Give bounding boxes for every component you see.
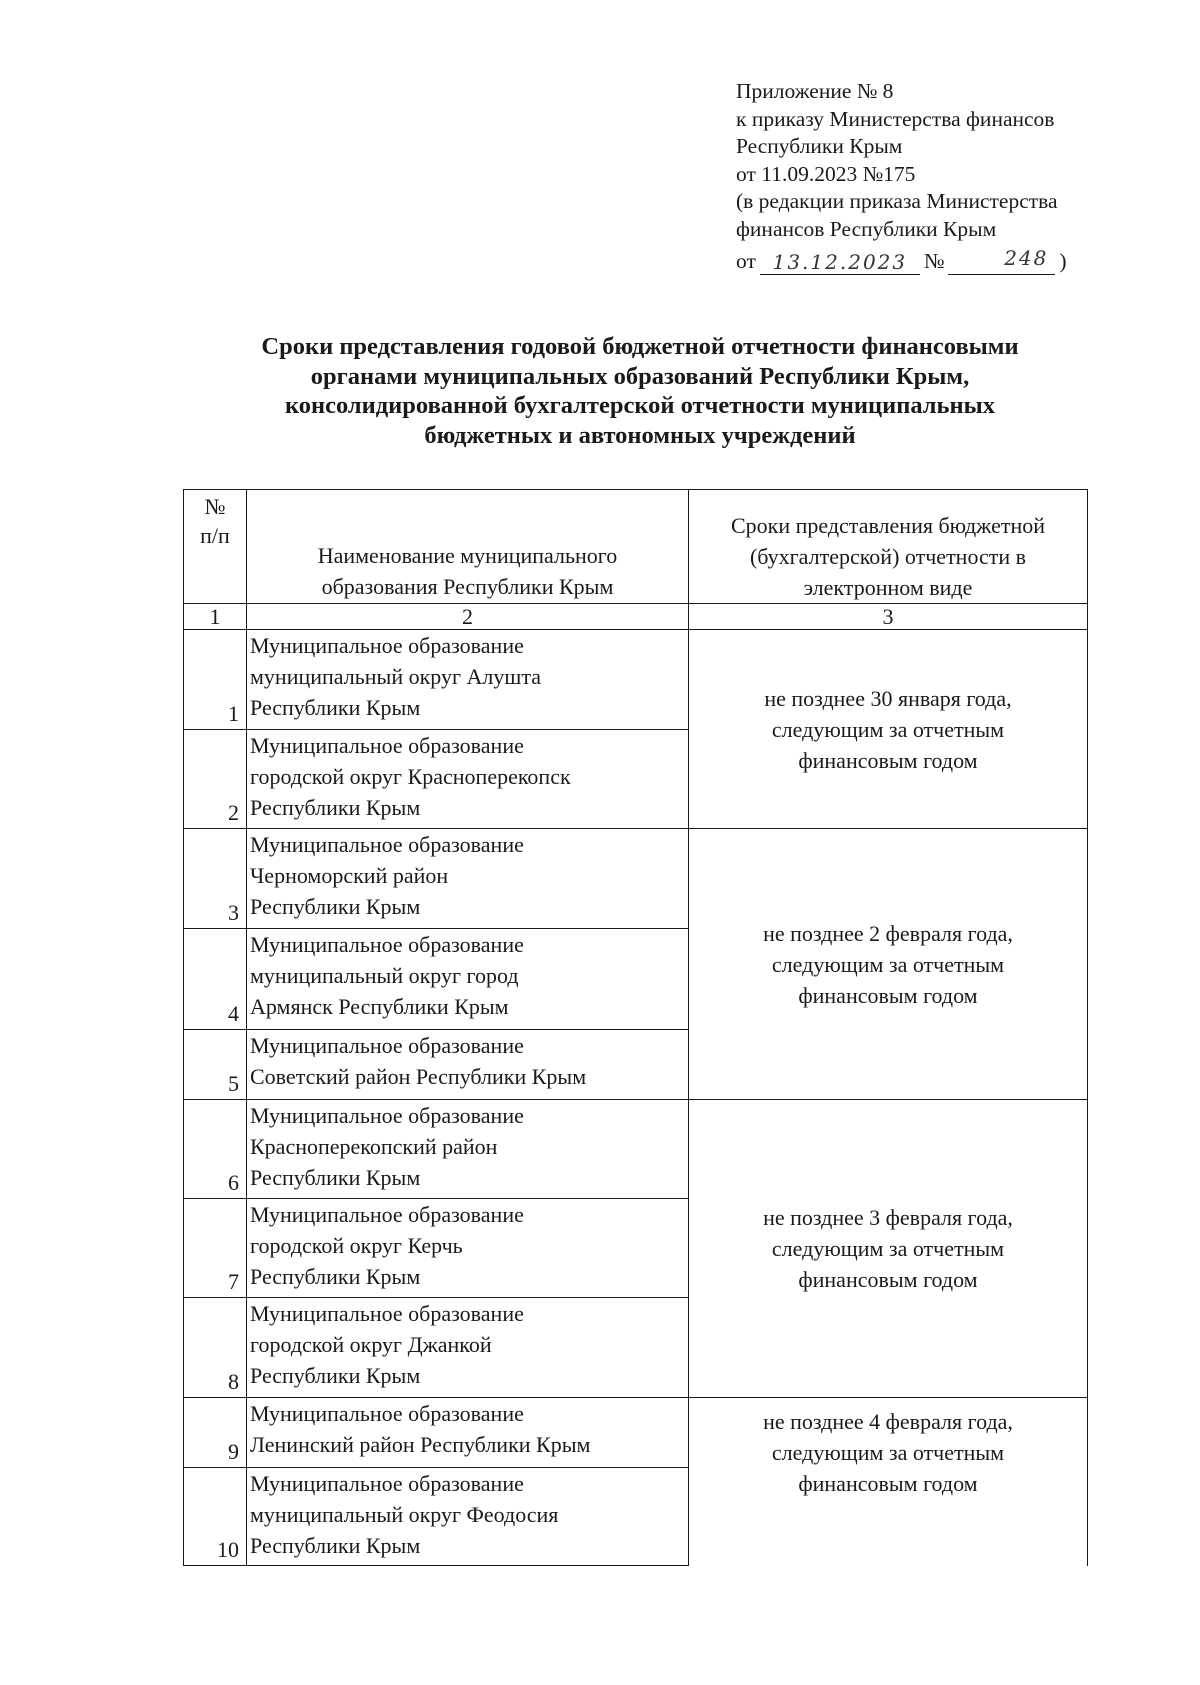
name-line: Муниципальное образование [250, 932, 524, 957]
name-line: Республики Крым [250, 1165, 421, 1190]
name-line: Муниципальное образование [250, 733, 524, 758]
deadline-line: не позднее 30 января года, [764, 685, 1012, 711]
municipality-name [247, 1199, 689, 1298]
name-line: Республики Крым [250, 1533, 421, 1558]
deadline-line: финансовым годом [798, 982, 978, 1008]
row-number: 3 [184, 829, 247, 929]
deadline-line: следующим за отчетным [771, 716, 1005, 742]
row-number: 1 [184, 630, 247, 730]
table-row [184, 1100, 1088, 1199]
amendment-reference [736, 243, 1067, 275]
header-name-cell [247, 490, 689, 604]
appendix-line: (в редакции приказа Министерства [736, 189, 1058, 213]
name-line: Красноперекопский район [250, 1134, 498, 1159]
name-line: городской округ Керчь [250, 1233, 463, 1258]
name-line: Республики Крым [250, 795, 421, 820]
name-line: Республики Крым [250, 1264, 421, 1289]
table-row [184, 630, 1088, 730]
deadline-line: не позднее 4 февраля года, [763, 1409, 1013, 1434]
appendix-line: Приложение № 8 [736, 79, 894, 103]
row-number: 7 [184, 1199, 247, 1298]
column-number: 2 [247, 604, 689, 630]
header-num-line: п/п [200, 523, 230, 548]
deadline-line: финансовым годом [798, 747, 978, 773]
row-number: 8 [184, 1298, 247, 1398]
handwritten-date: 13.12.2023 [760, 250, 920, 275]
name-line: Советский район Республики Крым [250, 1064, 587, 1089]
deadline-cell [689, 1398, 1088, 1566]
deadline-cell [689, 1100, 1088, 1398]
closing-paren: ) [1059, 248, 1067, 273]
deadlines-table [183, 489, 1088, 1566]
table-row [184, 1398, 1088, 1468]
header-term-cell [689, 490, 1088, 604]
deadline-line: следующим за отчетным [771, 1440, 1005, 1465]
from-label: от [736, 248, 756, 273]
row-number: 2 [184, 730, 247, 829]
table-header-row [184, 490, 1088, 604]
deadline-line: не позднее 3 февраля года, [763, 1205, 1013, 1230]
row-number: 5 [184, 1030, 247, 1100]
header-term-line: электронном виде [803, 575, 973, 600]
municipality-name [247, 929, 689, 1030]
appendix-line: финансов Республики Крым [736, 216, 997, 241]
header-term-line: (бухгалтерской) отчетности в [749, 544, 1027, 569]
header-num-cell [184, 490, 247, 604]
header-name-line: образования Республики Крым [321, 574, 614, 599]
title-line: консолидированной бухгалтерской отчетности муниципальных [284, 392, 996, 419]
deadline-cell [689, 630, 1088, 829]
title-line: органами муниципальных образований Республики Крым, [310, 362, 970, 390]
column-number: 3 [689, 604, 1088, 630]
name-line: Армянск Республики Крым [250, 994, 509, 1019]
row-number: 6 [184, 1100, 247, 1199]
deadline-line: следующим за отчетным [771, 951, 1005, 977]
header-term-line: Сроки представления бюджетной [730, 513, 1046, 538]
name-line: Муниципальное образование [250, 832, 524, 857]
municipality-name [247, 730, 689, 829]
name-line: муниципальный округ Феодосия [250, 1502, 559, 1527]
row-number: 4 [184, 929, 247, 1030]
municipality-name [247, 630, 689, 730]
appendix-block [736, 78, 1067, 275]
name-line: Муниципальное образование [250, 1103, 524, 1128]
municipality-name [247, 1030, 689, 1100]
municipality-name [247, 1468, 689, 1566]
name-line: муниципальный округ Алушта [250, 664, 541, 689]
name-line: муниципальный округ город [250, 963, 519, 988]
column-number-row [184, 604, 1088, 630]
municipality-name [247, 829, 689, 929]
deadline-line: следующим за отчетным [771, 1236, 1005, 1261]
name-line: городской округ Красноперекопск [250, 764, 571, 789]
handwritten-number: 248 [948, 243, 1055, 275]
name-line: городской округ Джанкой [250, 1332, 492, 1357]
column-number: 1 [184, 604, 247, 630]
name-line: Муниципальное образование [250, 633, 524, 658]
header-name-line: Наименование муниципального [317, 543, 618, 568]
number-label: № [923, 248, 945, 273]
deadline-line: финансовым годом [798, 1471, 978, 1496]
row-number: 9 [184, 1398, 247, 1468]
title-line: бюджетных и автономных учреждений [424, 421, 856, 449]
appendix-line: Республики Крым [736, 134, 903, 158]
name-line: Муниципальное образование [250, 1471, 524, 1496]
municipality-name [247, 1100, 689, 1199]
deadline-cell [689, 829, 1088, 1100]
title-line: Сроки представления годовой бюджетной отчетности финансовыми [261, 333, 1019, 360]
name-line: Черноморский район [250, 863, 449, 888]
appendix-line: от 11.09.2023 №175 [736, 161, 916, 186]
name-line: Республики Крым [250, 894, 421, 919]
municipality-name [247, 1398, 689, 1468]
name-line: Муниципальное образование [250, 1301, 524, 1326]
name-line: Республики Крым [250, 695, 421, 720]
deadline-line: не позднее 2 февраля года, [763, 920, 1013, 946]
header-num-line: № [204, 494, 226, 519]
row-number: 10 [184, 1468, 247, 1566]
name-line: Республики Крым [250, 1363, 421, 1388]
table-row [184, 829, 1088, 929]
document-title [120, 332, 1160, 450]
name-line: Муниципальное образование [250, 1202, 524, 1227]
municipality-name [247, 1298, 689, 1398]
name-line: Муниципальное образование [250, 1033, 524, 1058]
name-line: Муниципальное образование [250, 1401, 524, 1426]
name-line: Ленинский район Республики Крым [250, 1432, 591, 1457]
deadline-line: финансовым годом [798, 1267, 978, 1292]
appendix-line: к приказу Министерства финансов [736, 106, 1055, 131]
